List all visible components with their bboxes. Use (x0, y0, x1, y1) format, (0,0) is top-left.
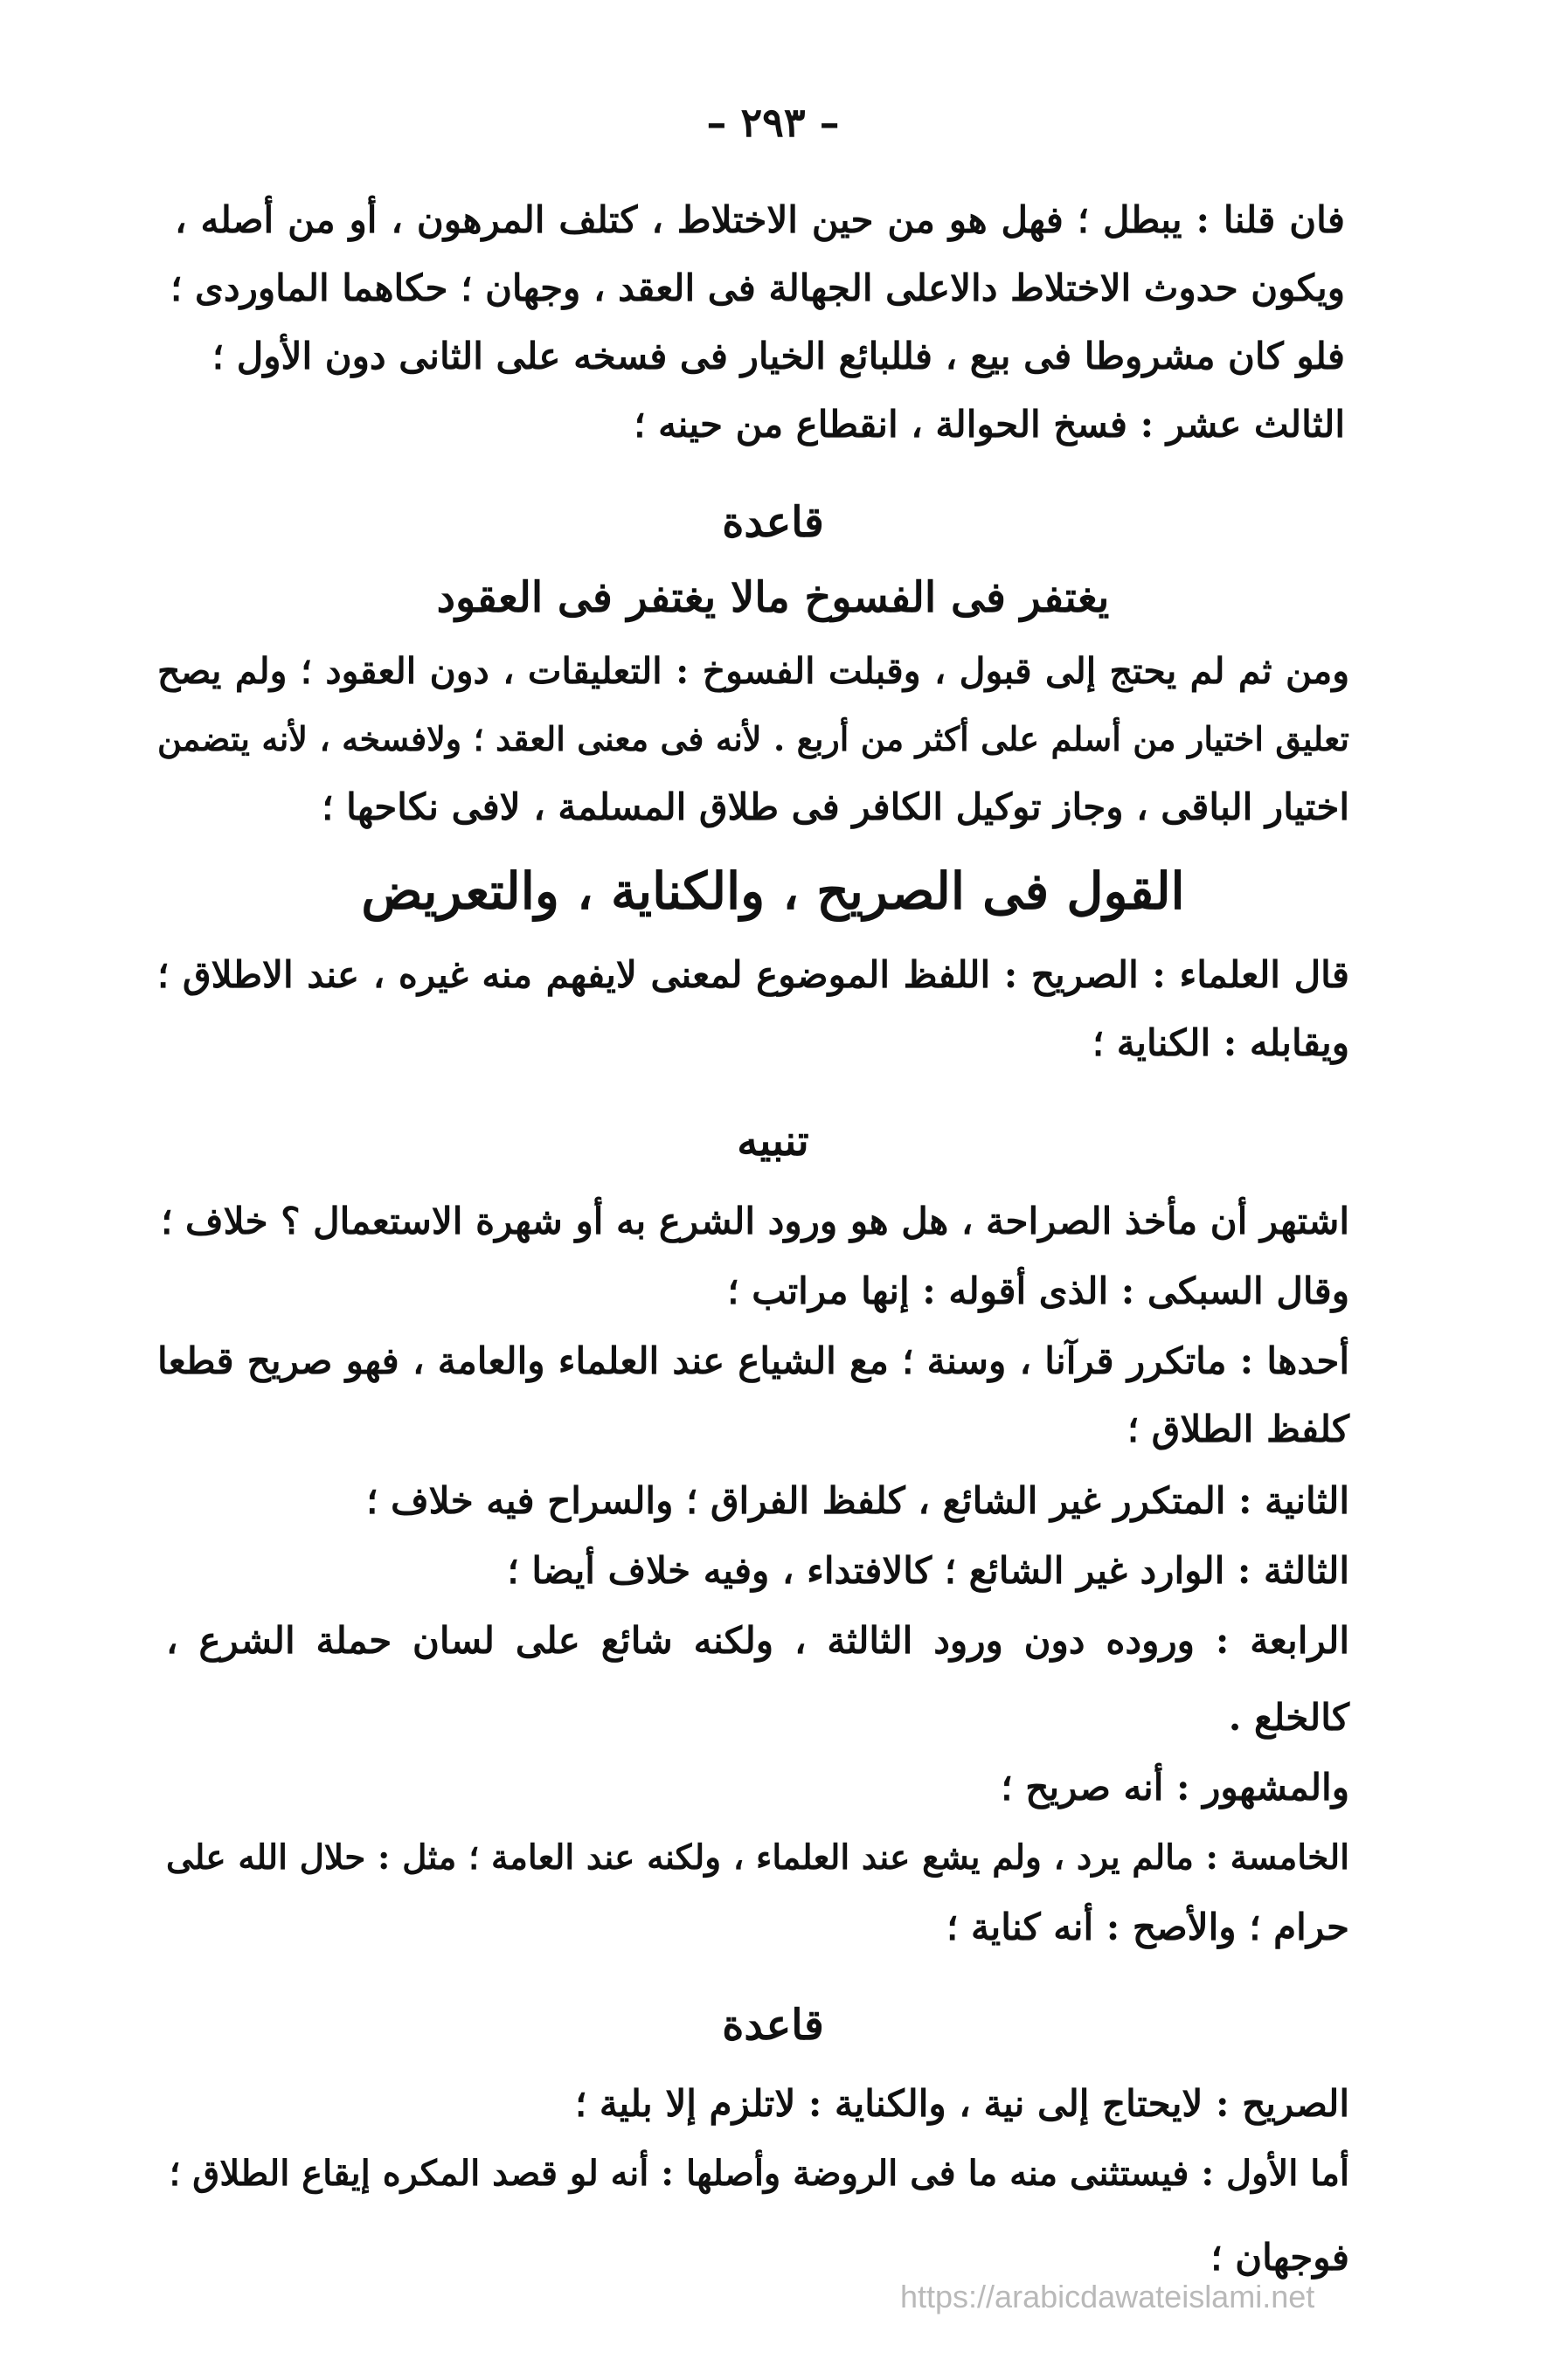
text-line: اختيار الباقى ، وجاز توكيل الكافر فى طلاق المسلمة ، لافى نكاحها ؛ (322, 785, 1349, 828)
text-line: الثالثة : الوارد غير الشائع ؛ كالافتداء ، وفيه خلاف أيضا ؛ (507, 1549, 1349, 1592)
text-line: ويقابله : الكناية ؛ (1092, 1021, 1349, 1064)
text-line: والمشهور : أنه صريح ؛ (1001, 1766, 1349, 1809)
text-line: أحدها : ماتكرر قرآنا ، وسنة ؛ مع الشياع عند العلماء والعامة ، فهو صريح قطعا (157, 1339, 1349, 1382)
text-line: أما الأول : فيستثنى منه ما فى الروضة وأصلها : أنه لو قصد المكره إيقاع الطلاق ؛ (169, 2153, 1349, 2194)
section-title-qawl: القول فى الصريح ، والكناية ، والتعريض (361, 861, 1185, 921)
text-line: اشتهر أن مأخذ الصراحة ، هل هو ورود الشرع به أو شهرة الاستعمال ؟ خلاف ؛ (161, 1200, 1349, 1242)
text-line: الخامسة : مالم يرد ، ولم يشع عند العلماء ، ولكنه عند العامة ؛ مثل : حلال الله على (166, 1837, 1349, 1878)
watermark-url: https://arabicdawateislami.net (900, 2279, 1315, 2314)
text-line: الصريح : لايحتاج إلى نية ، والكناية : لاتلزم إلا بلية ؛ (574, 2082, 1349, 2125)
text-line: الرابعة : وروده دون ورود الثالثة ، ولكنه شائع على لسان حملة الشرع ، (166, 1619, 1349, 1662)
text-line: فلو كان مشروطا فى بيع ، فللبائع الخيار فى فسخه على الثانى دون الأول ؛ (211, 335, 1345, 377)
text-line: حرام ؛ والأصح : أنه كناية ؛ (946, 1906, 1349, 1948)
page-number: – ٢٩٣ – (706, 99, 840, 146)
section-subtitle: يغتفر فى الفسوخ مالا يغتفر فى العقود (436, 573, 1110, 622)
text-line: كلفظ الطلاق ؛ (1127, 1408, 1349, 1450)
text-line: ويكون حدوث الاختلاط دالاعلى الجهالة فى العقد ، وجهان ؛ حكاهما الماوردى ؛ (170, 266, 1345, 309)
text-line: وقال السبكى : الذى أقوله : إنها مراتب ؛ (727, 1270, 1349, 1312)
section-title-qaida: قاعدة (722, 498, 824, 547)
text-line: تعليق اختيار من أسلم على أكثر من أربع . لأنه فى معنى العقد ؛ ولافسخه ، لأنه يتضمن (157, 719, 1349, 758)
text-line: فوجهان ؛ (1210, 2236, 1349, 2279)
section-title-tanbih: تنبيه (737, 1117, 809, 1166)
text-line: الثانية : المتكرر غير الشائع ، كلفظ الفراق ؛ والسراح فيه خلاف ؛ (366, 1479, 1349, 1522)
text-line: ومن ثم لم يحتج إلى قبول ، وقبلت الفسوخ : التعليقات ، دون العقود ؛ ولم يصح (157, 650, 1349, 692)
text-line: الثالث عشر : فسخ الحوالة ، انقطاع من حينه ؛ (634, 403, 1345, 446)
text-line: فان قلنا : يبطل ؛ فهل هو من حين الاختلاط ، كتلف المرهون ، أو من أصله ، (175, 198, 1345, 241)
section-title-qaida-2: قاعدة (722, 2001, 824, 2050)
text-line: كالخلع . (1228, 1696, 1349, 1739)
text-line: قال العلماء : الصريح : اللفظ الموضوع لمعنى لايفهم منه غيره ، عند الاطلاق ؛ (157, 953, 1349, 996)
